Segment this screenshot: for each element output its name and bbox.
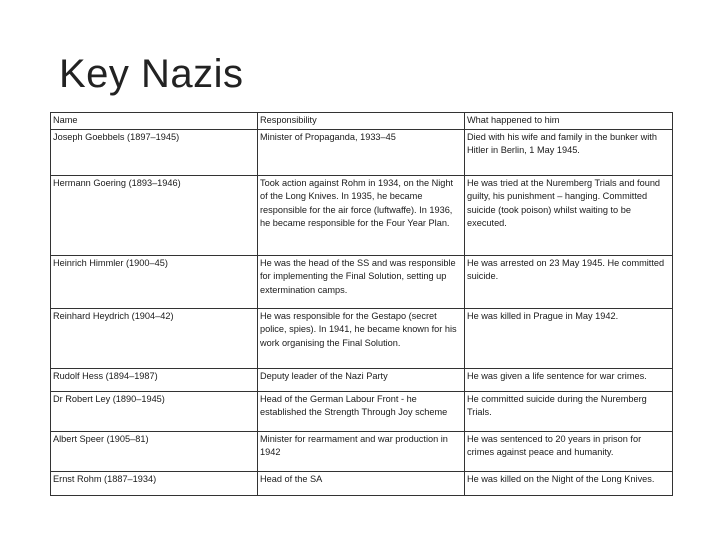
cell-responsibility: He was responsible for the Gestapo (secret police, spies). In 1941, he became known for his work organising the Final Solution. — [258, 309, 465, 369]
cell-name: Ernst Rohm (1887–1934) — [51, 472, 258, 496]
cell-fate: He was tried at the Nuremberg Trials and found guilty, his punishment – hanging. Committed suicide (took poison) whilst waiting to be executed. — [465, 176, 673, 256]
cell-fate: Died with his wife and family in the bunker with Hitler in Berlin, 1 May 1945. — [465, 130, 673, 176]
table-row — [51, 392, 673, 432]
cell-name: Reinhard Heydrich (1904–42) — [51, 309, 258, 369]
table-row — [51, 176, 673, 256]
cell-name: Joseph Goebbels (1897–1945) — [51, 130, 258, 176]
table-row — [51, 256, 673, 309]
table-row — [51, 130, 673, 176]
cell-responsibility: Minister for rearmament and war production in 1942 — [258, 432, 465, 472]
cell-fate: He was arrested on 23 May 1945. He committed suicide. — [465, 256, 673, 309]
cell-name: Albert Speer (1905–81) — [51, 432, 258, 472]
table-header-row — [51, 113, 673, 130]
slide-title: Key Nazis — [59, 52, 244, 96]
cell-responsibility: Head of the SA — [258, 472, 465, 496]
table-row — [51, 309, 673, 369]
cell-responsibility: Minister of Propaganda, 1933–45 — [258, 130, 465, 176]
cell-fate: He was given a life sentence for war crimes. — [465, 369, 673, 392]
cell-name: Dr Robert Ley (1890–1945) — [51, 392, 258, 432]
cell-responsibility: Took action against Rohm in 1934, on the Night of the Long Knives. In 1935, he became responsible for the air force (luftwaffe). In 1936, he became responsible for the Four Year Plan. — [258, 176, 465, 256]
table-row — [51, 369, 673, 392]
header-name: Name — [51, 113, 258, 130]
cell-name: Hermann Goering (1893–1946) — [51, 176, 258, 256]
cell-fate: He was sentenced to 20 years in prison for crimes against peace and humanity. — [465, 432, 673, 472]
cell-fate: He committed suicide during the Nuremberg Trials. — [465, 392, 673, 432]
cell-responsibility: Deputy leader of the Nazi Party — [258, 369, 465, 392]
header-responsibility: Responsibility — [258, 113, 465, 130]
cell-fate: He was killed in Prague in May 1942. — [465, 309, 673, 369]
table-row — [51, 472, 673, 496]
cell-name: Heinrich Himmler (1900–45) — [51, 256, 258, 309]
table-row — [51, 432, 673, 472]
cell-responsibility: Head of the German Labour Front - he established the Strength Through Joy scheme — [258, 392, 465, 432]
cell-name: Rudolf Hess (1894–1987) — [51, 369, 258, 392]
cell-responsibility: He was the head of the SS and was responsible for implementing the Final Solution, setting up extermination camps. — [258, 256, 465, 309]
key-nazis-table — [50, 112, 673, 496]
header-fate: What happened to him — [465, 113, 673, 130]
cell-fate: He was killed on the Night of the Long Knives. — [465, 472, 673, 496]
